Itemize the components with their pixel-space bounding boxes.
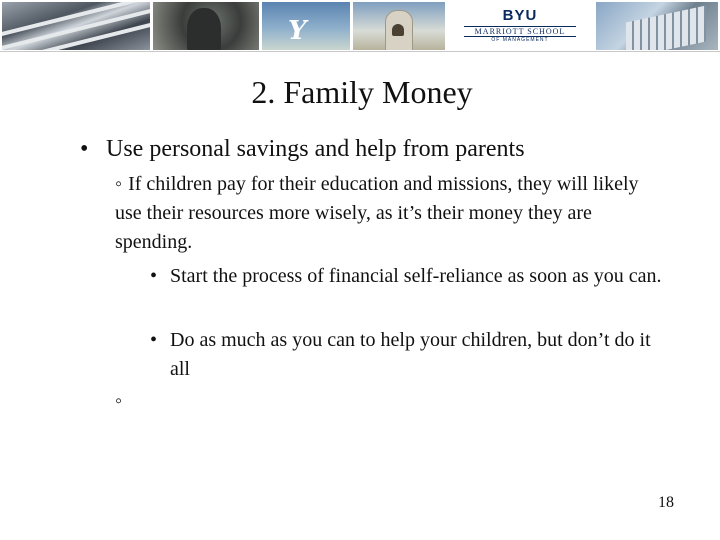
- y-mountain-photo: Y: [262, 2, 350, 50]
- building-photo: [596, 2, 718, 50]
- sub-sub-bullet-marker: •: [150, 329, 158, 351]
- sub-sub-bullet-item: [150, 262, 670, 291]
- sub-sub-bullet-item: [150, 326, 670, 384]
- sub-sub-bullet-text: Do as much as you can to help your children, but don’t do it all: [170, 329, 651, 380]
- bullet-item: [80, 133, 680, 165]
- header-banner: [0, 0, 720, 52]
- sub-bullet-item: [115, 170, 660, 257]
- bullet-text: Use personal savings and help from parents: [106, 136, 525, 162]
- bell-tower-photo: [353, 2, 445, 50]
- metal-sculpture-photo: [2, 2, 150, 50]
- banner-divider: [0, 51, 720, 52]
- page-number: 18: [658, 494, 674, 511]
- sub-sub-bullet-marker: •: [150, 265, 158, 287]
- logo-school-text: MARRIOTT SCHOOL: [464, 26, 576, 37]
- logo-byu-text: BYU: [502, 7, 538, 24]
- empty-sub-bullet-marker: ◦: [115, 390, 123, 412]
- byu-marriott-logo: [448, 2, 592, 50]
- sub-bullet-marker: ◦: [115, 173, 123, 195]
- sub-sub-bullet-text: Start the process of financial self-reliance as soon as you can.: [170, 265, 662, 287]
- slide-title: 2. Family Money: [251, 74, 473, 110]
- logo-management-text: OF MANAGEMENT: [491, 37, 549, 43]
- bullet-marker: •: [80, 136, 89, 162]
- sub-bullet-text: If children pay for their education and missions, they will likely use their resources more wisely, as it’s their money they are spending.: [115, 173, 639, 253]
- statue-photo: [153, 2, 259, 50]
